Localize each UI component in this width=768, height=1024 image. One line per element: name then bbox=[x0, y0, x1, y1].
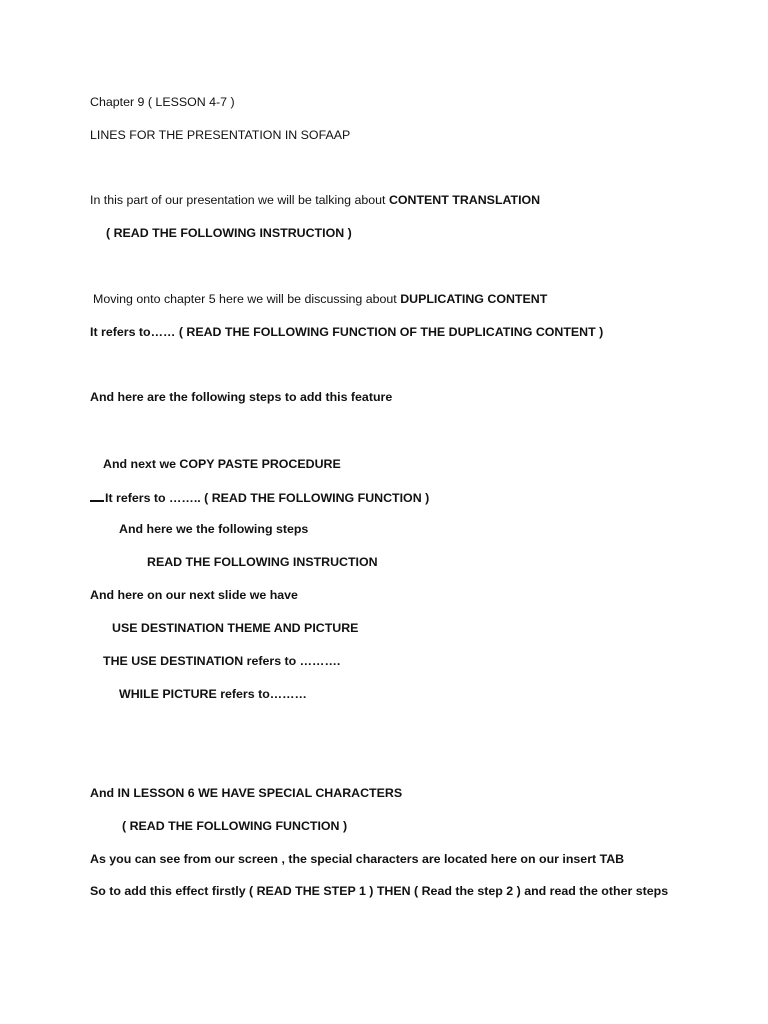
duplicating-content-intro: Moving onto chapter 5 here we will be discussing about bbox=[93, 292, 401, 306]
content-translation-intro: In this part of our presentation we will be talking about bbox=[90, 193, 389, 207]
presentation-subheading: LINES FOR THE PRESENTATION IN SOFAAP bbox=[90, 128, 351, 142]
content-translation-term: CONTENT TRANSLATION bbox=[388, 193, 541, 207]
read-function-line: ( READ THE FOLLOWING FUNCTION ) bbox=[122, 819, 348, 833]
following-steps-line: And here we the following steps bbox=[119, 522, 309, 536]
copy-paste-function-text: It refers to …….. ( READ THE FOLLOWING FUNCTION ) bbox=[105, 491, 430, 505]
steps-feature-line: And here are the following steps to add this feature bbox=[90, 390, 393, 404]
chapter-heading: Chapter 9 ( LESSON 4-7 ) bbox=[90, 95, 235, 109]
copy-paste-line: And next we COPY PASTE PROCEDURE bbox=[103, 457, 341, 471]
destination-theme-line: USE DESTINATION THEME AND PICTURE bbox=[112, 621, 359, 635]
content-translation-line bbox=[90, 193, 540, 208]
copy-paste-function-line bbox=[90, 490, 429, 506]
special-characters-line: And IN LESSON 6 WE HAVE SPECIAL CHARACTERS bbox=[90, 786, 403, 800]
picture-refers-line: WHILE PICTURE refers to……… bbox=[119, 687, 307, 701]
read-instruction-line-2: READ THE FOLLOWING INSTRUCTION bbox=[147, 555, 378, 569]
add-effect-steps-line: So to add this effect firstly ( READ THE STEP 1 ) THEN ( Read the step 2 ) and read the other steps bbox=[90, 884, 669, 898]
insert-tab-line: As you can see from our screen , the special characters are located here on our insert TAB bbox=[90, 852, 625, 866]
duplicating-content-line bbox=[93, 292, 547, 307]
read-instruction-line: ( READ THE FOLLOWING INSTRUCTION ) bbox=[106, 226, 352, 240]
duplicating-content-term: DUPLICATING CONTENT bbox=[400, 292, 548, 306]
underline-mark bbox=[90, 490, 104, 502]
use-destination-line: THE USE DESTINATION refers to ………. bbox=[103, 654, 341, 668]
duplicating-function-line: It refers to…… ( READ THE FOLLOWING FUNCTION OF THE DUPLICATING CONTENT ) bbox=[90, 325, 604, 339]
next-slide-line: And here on our next slide we have bbox=[90, 588, 298, 602]
